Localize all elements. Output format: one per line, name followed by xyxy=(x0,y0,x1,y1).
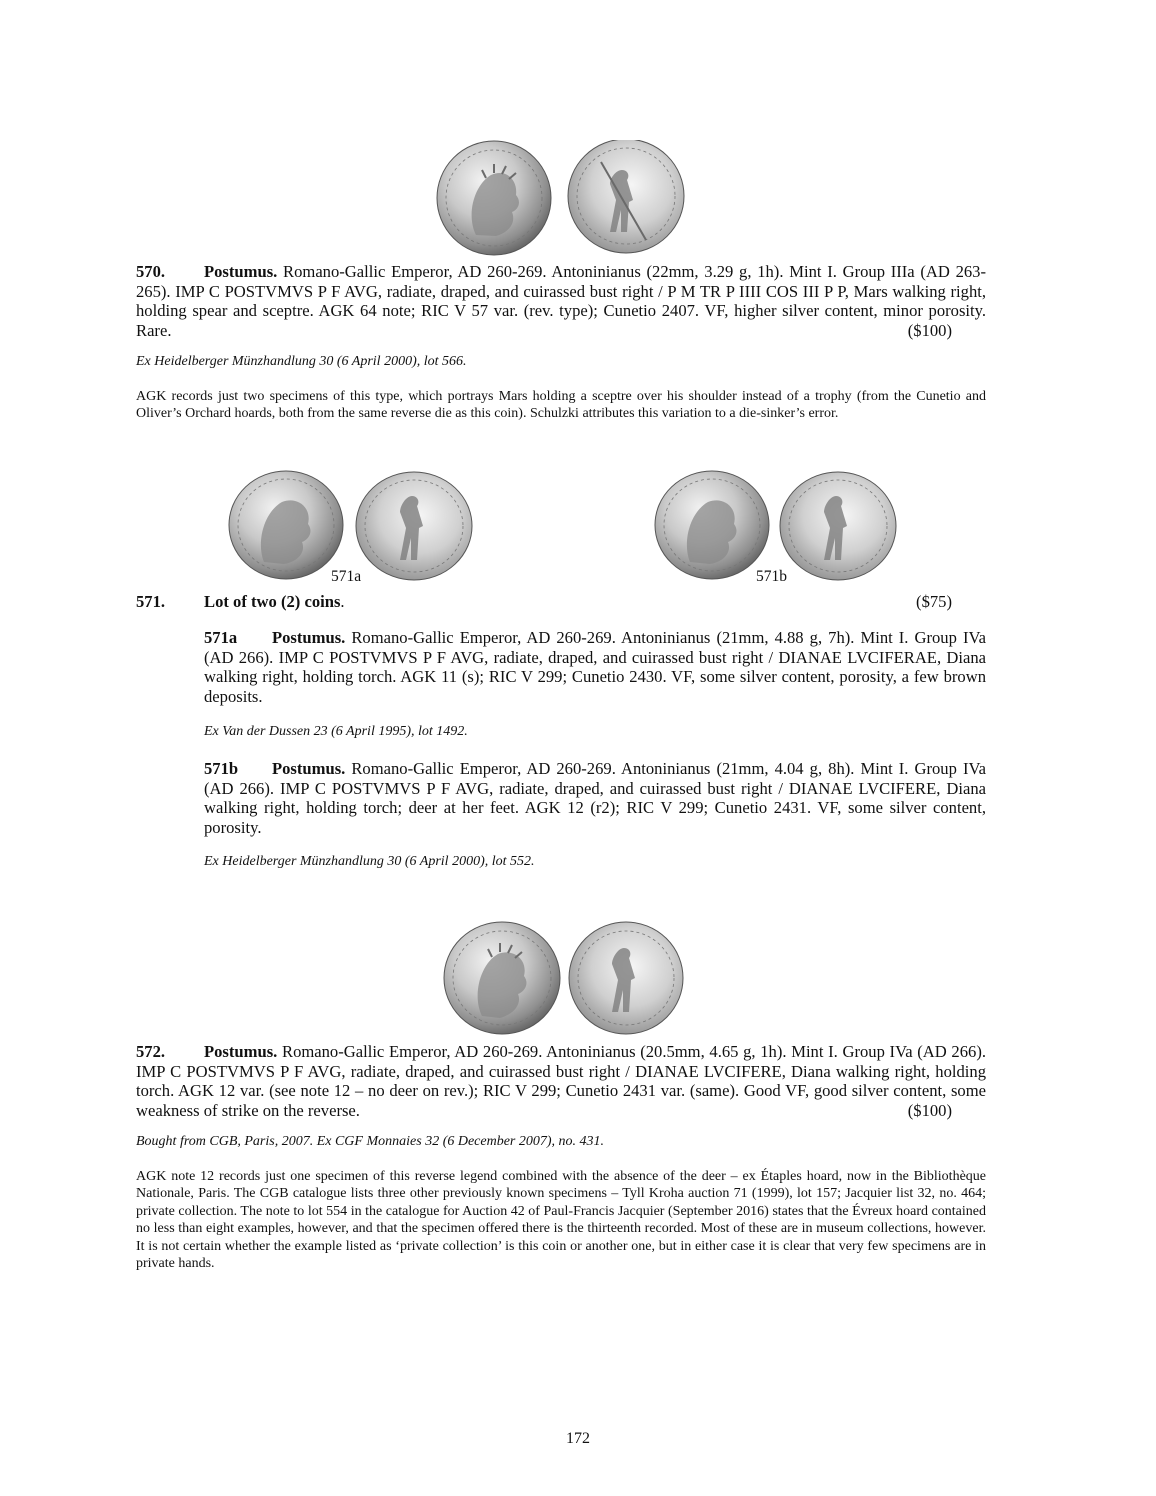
lot-572-description xyxy=(136,1042,986,1120)
lot-text: Romano-Gallic Emperor, AD 260-269. Antoninianus (22mm, 3.29 g, 1h). Mint I. Group IIIa (AD 263-265). IMP C POSTVMVS P F AVG, radiate, draped, and cuirassed bust right / P M TR P IIII COS III P P, Mars walking right, holding spear and sceptre. AGK 64 note; RIC V 57 var. (rev. type); Cunetio 2407. VF, higher silver content, minor porosity. Rare. xyxy=(136,262,986,340)
lot-title: Lot of two (2) coins xyxy=(204,592,341,611)
lot-572-note: AGK note 12 records just one specimen of this reverse legend combined with the absence of the deer – ex Étaples hoard, now in the Bibliothèque Nationale, Paris. The CGB catalogue lists three other previously known specimens – Tyll Kroha auction 71 (1999), lot 157; Jacquier list 32, no. 464; private collection. The note to lot 554 in the catalogue for Auction 42 of Paul-Francis Jacquier (September 2016) states that the Évreux hoard contained no less than eight examples, however, and that the specimen offered there is the thirteenth recorded. Most of these are in museum collections, however. It is not certain whether the example listed as ‘private collection’ is this coin or another one, but in either case it is clear that very few specimens are in private hands. xyxy=(136,1169,986,1272)
coin-obverse-570 xyxy=(437,141,551,255)
coin-reverse-571a xyxy=(356,472,472,580)
lot-570-description xyxy=(136,262,986,340)
lot-price: ($100) xyxy=(907,320,952,340)
ruler-name: Postumus. xyxy=(272,759,346,778)
lot-number: 571. xyxy=(136,592,166,611)
lot-570-note: AGK records just two specimens of this type, which portrays Mars holding a sceptre over his shoulder instead of a trophy (from the Cunetio and Oliver’s Orchard hoards, both from the same reverse die as this coin). Schulzki attributes this variation to a die-sinker’s error. xyxy=(136,389,986,422)
sublot-text: Romano-Gallic Emperor, AD 260-269. Antoninianus (21mm, 4.04 g, 8h). Mint I. Group IVa (AD 266). IMP C POSTVMVS P F AVG, radiate, draped, and cuirassed bust right / DIANAE LVCIFERE, Diana walking right, holding torch; deer at her feet. AGK 12 (r2); RIC V 299; Cunetio 2431. VF, some silver content, porosity. xyxy=(204,759,986,837)
lot-571a-provenance: Ex Van der Dussen 23 (6 April 1995), lot 1492. xyxy=(204,724,468,739)
ruler-name: Postumus. xyxy=(204,1042,278,1061)
coin-images-571a xyxy=(228,470,476,582)
sublot-number: 571b xyxy=(204,759,239,778)
coin-reverse-572 xyxy=(569,922,683,1034)
lot-title-end: . xyxy=(340,592,345,611)
coin-obverse-571a xyxy=(229,471,343,579)
coin-obverse-572 xyxy=(444,922,560,1034)
lot-text: Romano-Gallic Emperor, AD 260-269. Antoninianus (20.5mm, 4.65 g, 1h). Mint I. Group IVa (AD 266). IMP C POSTVMVS P F AVG, radiate, draped, and cuirassed bust right / DIANAE LVCIFERE, Diana walking right, holding torch. AGK 12 var. (see note 12 – no deer on rev.); RIC V 299; Cunetio 2431 var. (same). Good VF, good silver content, some weakness of strike on the reverse. xyxy=(136,1042,986,1120)
coin-reverse-570 xyxy=(568,140,684,253)
coin-images-570 xyxy=(436,140,686,256)
caption-571b: 571b xyxy=(756,568,787,585)
coin-images-571b xyxy=(652,470,898,582)
lot-571a-description xyxy=(204,628,986,706)
lot-price: ($100) xyxy=(907,1100,952,1120)
coin-reverse-571b xyxy=(780,472,896,580)
ruler-name: Postumus. xyxy=(204,262,278,281)
lot-571b-description xyxy=(204,759,986,837)
caption-571a: 571a xyxy=(331,568,362,585)
sublot-number: 571a xyxy=(204,628,238,647)
lot-572-provenance: Bought from CGB, Paris, 2007. Ex CGF Monnaies 32 (6 December 2007), no. 431. xyxy=(136,1134,605,1149)
lot-number: 570. xyxy=(136,262,166,281)
lot-number: 572. xyxy=(136,1042,166,1061)
ruler-name: Postumus. xyxy=(272,628,346,647)
coin-images-572 xyxy=(442,920,688,1036)
lot-570-provenance: Ex Heidelberger Münzhandlung 30 (6 April 2000), lot 566. xyxy=(136,354,467,369)
lot-571-description xyxy=(136,592,986,612)
coin-obverse-571b xyxy=(655,471,769,579)
sublot-text: Romano-Gallic Emperor, AD 260-269. Antoninianus (21mm, 4.88 g, 7h). Mint I. Group IVa (AD 266). IMP C POSTVMVS P F AVG, radiate, draped, and cuirassed bust right / DIANAE LVCIFERAE, Diana walking right, holding torch. AGK 11 (s); RIC V 299; Cunetio 2430. VF, some silver content, porosity, a few brown deposits. xyxy=(204,628,986,706)
page-number: 172 xyxy=(566,1430,590,1447)
lot-571b-provenance: Ex Heidelberger Münzhandlung 30 (6 April 2000), lot 552. xyxy=(204,854,535,869)
lot-price: ($75) xyxy=(916,592,952,611)
